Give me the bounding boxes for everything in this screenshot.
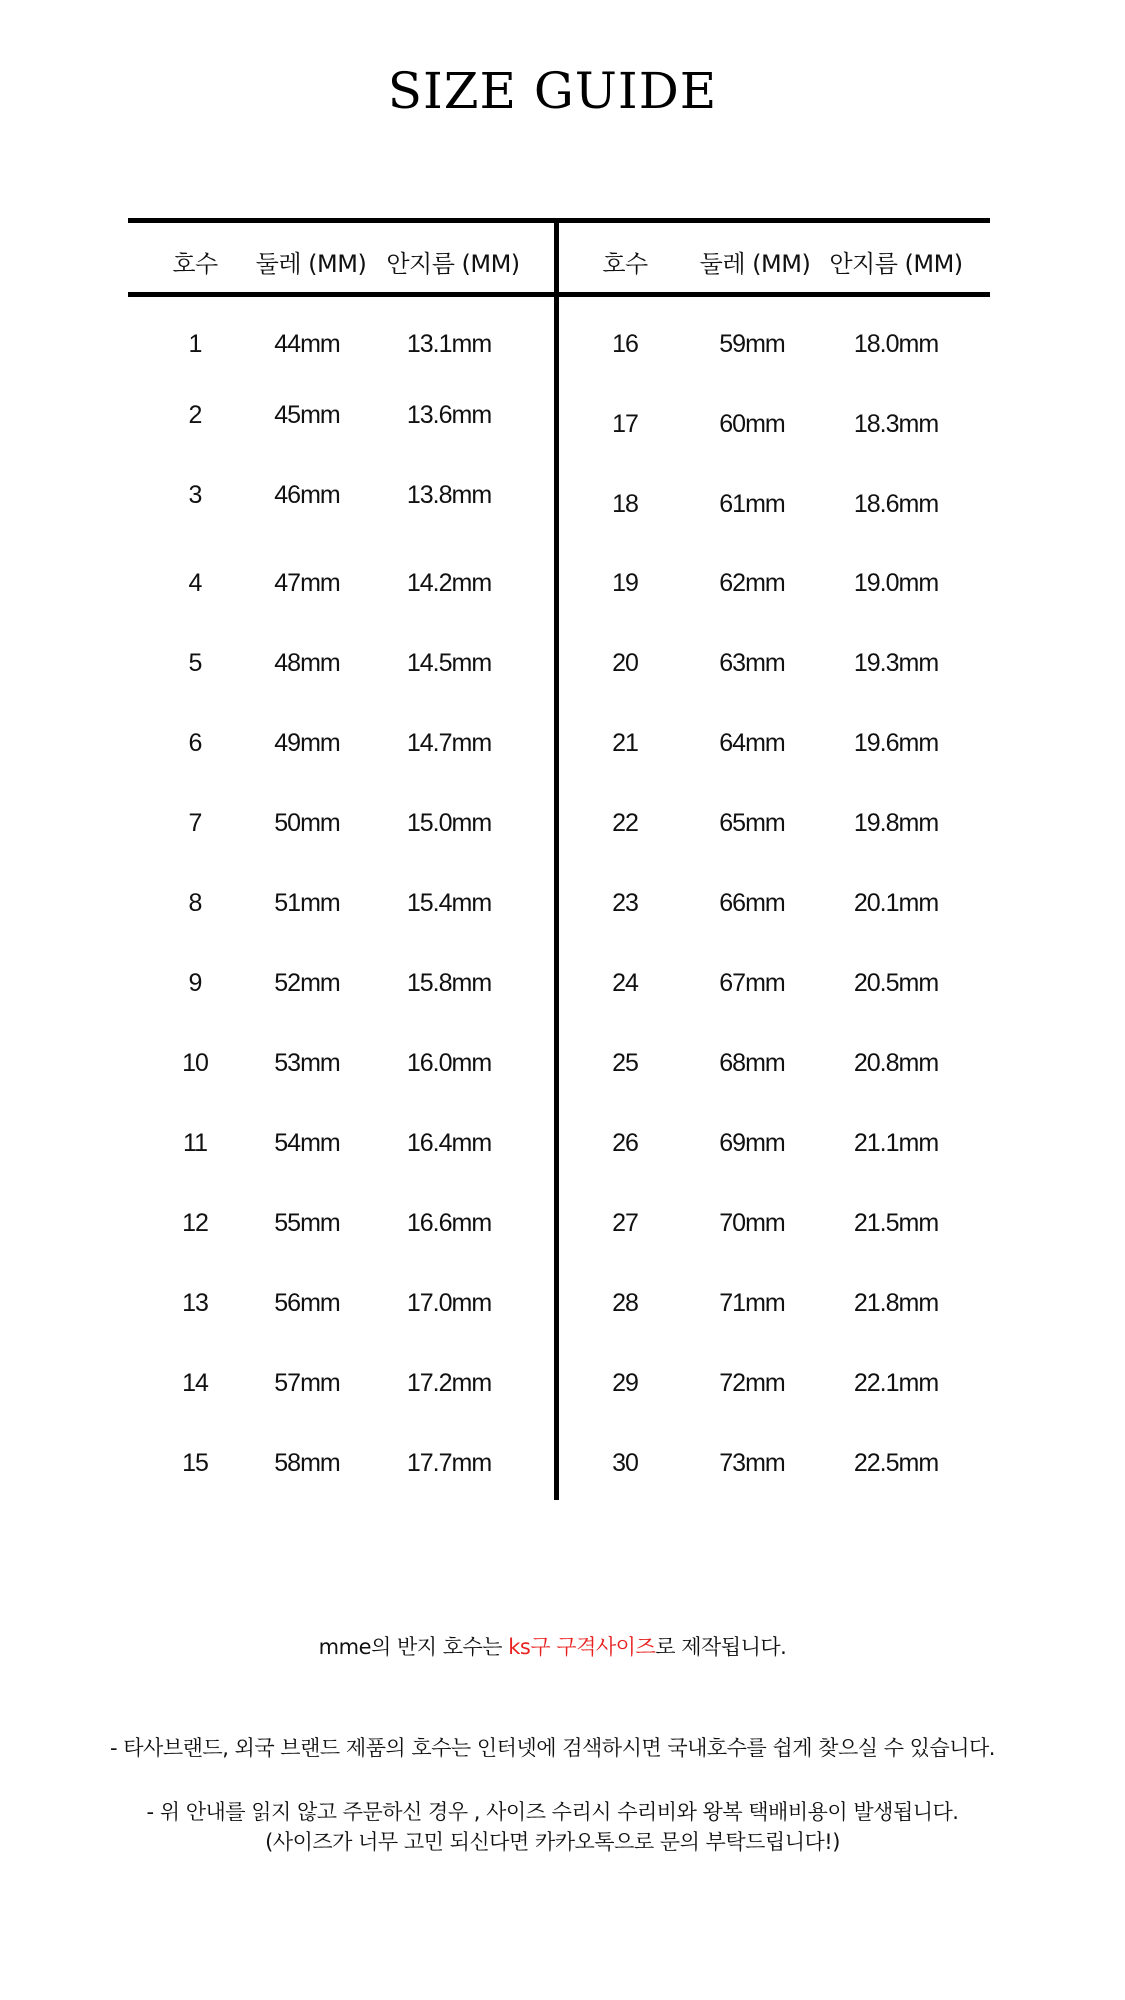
diameter-cell: 19.8mm [853, 809, 939, 837]
size-cell: 14 [182, 1369, 208, 1397]
diameter-cell: 15.0mm [406, 809, 492, 837]
circumference-cell: 49mm [274, 729, 340, 757]
diameter-cell: 18.6mm [853, 490, 939, 518]
size-cell: 1 [188, 330, 202, 358]
size-cell: 20 [612, 649, 638, 677]
diameter-cell: 13.1mm [406, 330, 492, 358]
size-cell: 16 [612, 330, 638, 358]
diameter-cell: 18.3mm [853, 410, 939, 438]
circumference-cell: 57mm [274, 1369, 340, 1397]
size-cell: 10 [182, 1049, 208, 1077]
header-circumference-left: 둘레 (MM) [255, 250, 367, 278]
diameter-cell: 16.0mm [406, 1049, 492, 1077]
circumference-cell: 45mm [274, 401, 340, 429]
circumference-cell: 51mm [274, 889, 340, 917]
circumference-cell: 52mm [274, 969, 340, 997]
header-diameter-left: 안지름 (MM) [386, 250, 520, 278]
table-center-divider [554, 218, 559, 1500]
circumference-cell: 44mm [274, 330, 340, 358]
diameter-cell: 20.8mm [853, 1049, 939, 1077]
diameter-cell: 15.8mm [406, 969, 492, 997]
size-cell: 30 [612, 1449, 638, 1477]
diameter-cell: 17.2mm [406, 1369, 492, 1397]
header-diameter-right: 안지름 (MM) [829, 250, 963, 278]
diameter-cell: 21.1mm [853, 1129, 939, 1157]
size-cell: 18 [612, 490, 638, 518]
diameter-cell: 21.8mm [853, 1289, 939, 1317]
diameter-cell: 19.0mm [853, 569, 939, 597]
size-cell: 8 [188, 889, 202, 917]
circumference-cell: 61mm [719, 490, 785, 518]
size-cell: 13 [182, 1289, 208, 1317]
diameter-cell: 20.5mm [853, 969, 939, 997]
header-size-left: 호수 [172, 250, 218, 278]
circumference-cell: 64mm [719, 729, 785, 757]
header-size-right: 호수 [602, 250, 648, 278]
diameter-cell: 20.1mm [853, 889, 939, 917]
diameter-cell: 14.7mm [406, 729, 492, 757]
circumference-cell: 54mm [274, 1129, 340, 1157]
diameter-cell: 16.4mm [406, 1129, 492, 1157]
circumference-cell: 46mm [274, 481, 340, 509]
diameter-cell: 19.6mm [853, 729, 939, 757]
circumference-cell: 55mm [274, 1209, 340, 1237]
size-cell: 21 [612, 729, 638, 757]
circumference-cell: 56mm [274, 1289, 340, 1317]
size-cell: 24 [612, 969, 638, 997]
circumference-cell: 47mm [274, 569, 340, 597]
diameter-cell: 17.0mm [406, 1289, 492, 1317]
table-header-rule [128, 292, 990, 297]
size-cell: 22 [612, 809, 638, 837]
circumference-cell: 66mm [719, 889, 785, 917]
size-cell: 11 [183, 1129, 207, 1157]
circumference-cell: 58mm [274, 1449, 340, 1477]
size-cell: 7 [188, 809, 202, 837]
size-cell: 25 [612, 1049, 638, 1077]
size-cell: 23 [612, 889, 638, 917]
size-cell: 2 [188, 401, 202, 429]
circumference-cell: 63mm [719, 649, 785, 677]
note-repair-cost: - 위 안내를 읽지 않고 주문하신 경우 , 사이즈 수리시 수리비와 왕복 택배비용이 발생됩니다. [146, 1800, 959, 1824]
circumference-cell: 73mm [719, 1449, 785, 1477]
diameter-cell: 15.4mm [406, 889, 492, 917]
diameter-cell: 17.7mm [406, 1449, 492, 1477]
circumference-cell: 50mm [274, 809, 340, 837]
diameter-cell: 13.8mm [406, 481, 492, 509]
note-ks-standard [0, 1631, 1105, 1661]
size-cell: 12 [182, 1209, 208, 1237]
circumference-cell: 69mm [719, 1129, 785, 1157]
size-cell: 5 [188, 649, 202, 677]
note-ks-suffix: 로 제작됩니다. [655, 1635, 787, 1659]
diameter-cell: 18.0mm [853, 330, 939, 358]
size-cell: 3 [188, 481, 202, 509]
size-cell: 15 [182, 1449, 208, 1477]
diameter-cell: 14.5mm [406, 649, 492, 677]
note-kakao-inquiry: (사이즈가 너무 고민 되신다면 카카오톡으로 문의 부탁드립니다!) [265, 1830, 840, 1854]
table-top-rule [128, 218, 990, 223]
diameter-cell: 22.1mm [853, 1369, 939, 1397]
note-other-brands: - 타사브랜드, 외국 브랜드 제품의 호수는 인터넷에 검색하시면 국내호수를 쉽게 찾으실 수 있습니다. [110, 1736, 995, 1760]
size-cell: 17 [612, 410, 638, 438]
circumference-cell: 71mm [719, 1289, 785, 1317]
circumference-cell: 68mm [719, 1049, 785, 1077]
diameter-cell: 19.3mm [853, 649, 939, 677]
size-cell: 29 [612, 1369, 638, 1397]
size-cell: 26 [612, 1129, 638, 1157]
note-ks-prefix: mme의 반지 호수는 [318, 1635, 509, 1659]
circumference-cell: 53mm [274, 1049, 340, 1077]
circumference-cell: 72mm [719, 1369, 785, 1397]
size-cell: 4 [188, 569, 202, 597]
circumference-cell: 62mm [719, 569, 785, 597]
size-cell: 28 [612, 1289, 638, 1317]
size-cell: 27 [612, 1209, 638, 1237]
size-cell: 6 [188, 729, 202, 757]
diameter-cell: 22.5mm [853, 1449, 939, 1477]
circumference-cell: 67mm [719, 969, 785, 997]
note-ks-highlight: ks구 구격사이즈 [508, 1635, 656, 1659]
size-cell: 19 [612, 569, 638, 597]
diameter-cell: 14.2mm [406, 569, 492, 597]
diameter-cell: 21.5mm [853, 1209, 939, 1237]
circumference-cell: 70mm [719, 1209, 785, 1237]
header-circumference-right: 둘레 (MM) [699, 250, 811, 278]
circumference-cell: 60mm [719, 410, 785, 438]
circumference-cell: 59mm [719, 330, 785, 358]
diameter-cell: 13.6mm [406, 401, 492, 429]
diameter-cell: 16.6mm [406, 1209, 492, 1237]
page-title: SIZE GUIDE [387, 62, 718, 120]
circumference-cell: 48mm [274, 649, 340, 677]
size-cell: 9 [188, 969, 202, 997]
circumference-cell: 65mm [719, 809, 785, 837]
